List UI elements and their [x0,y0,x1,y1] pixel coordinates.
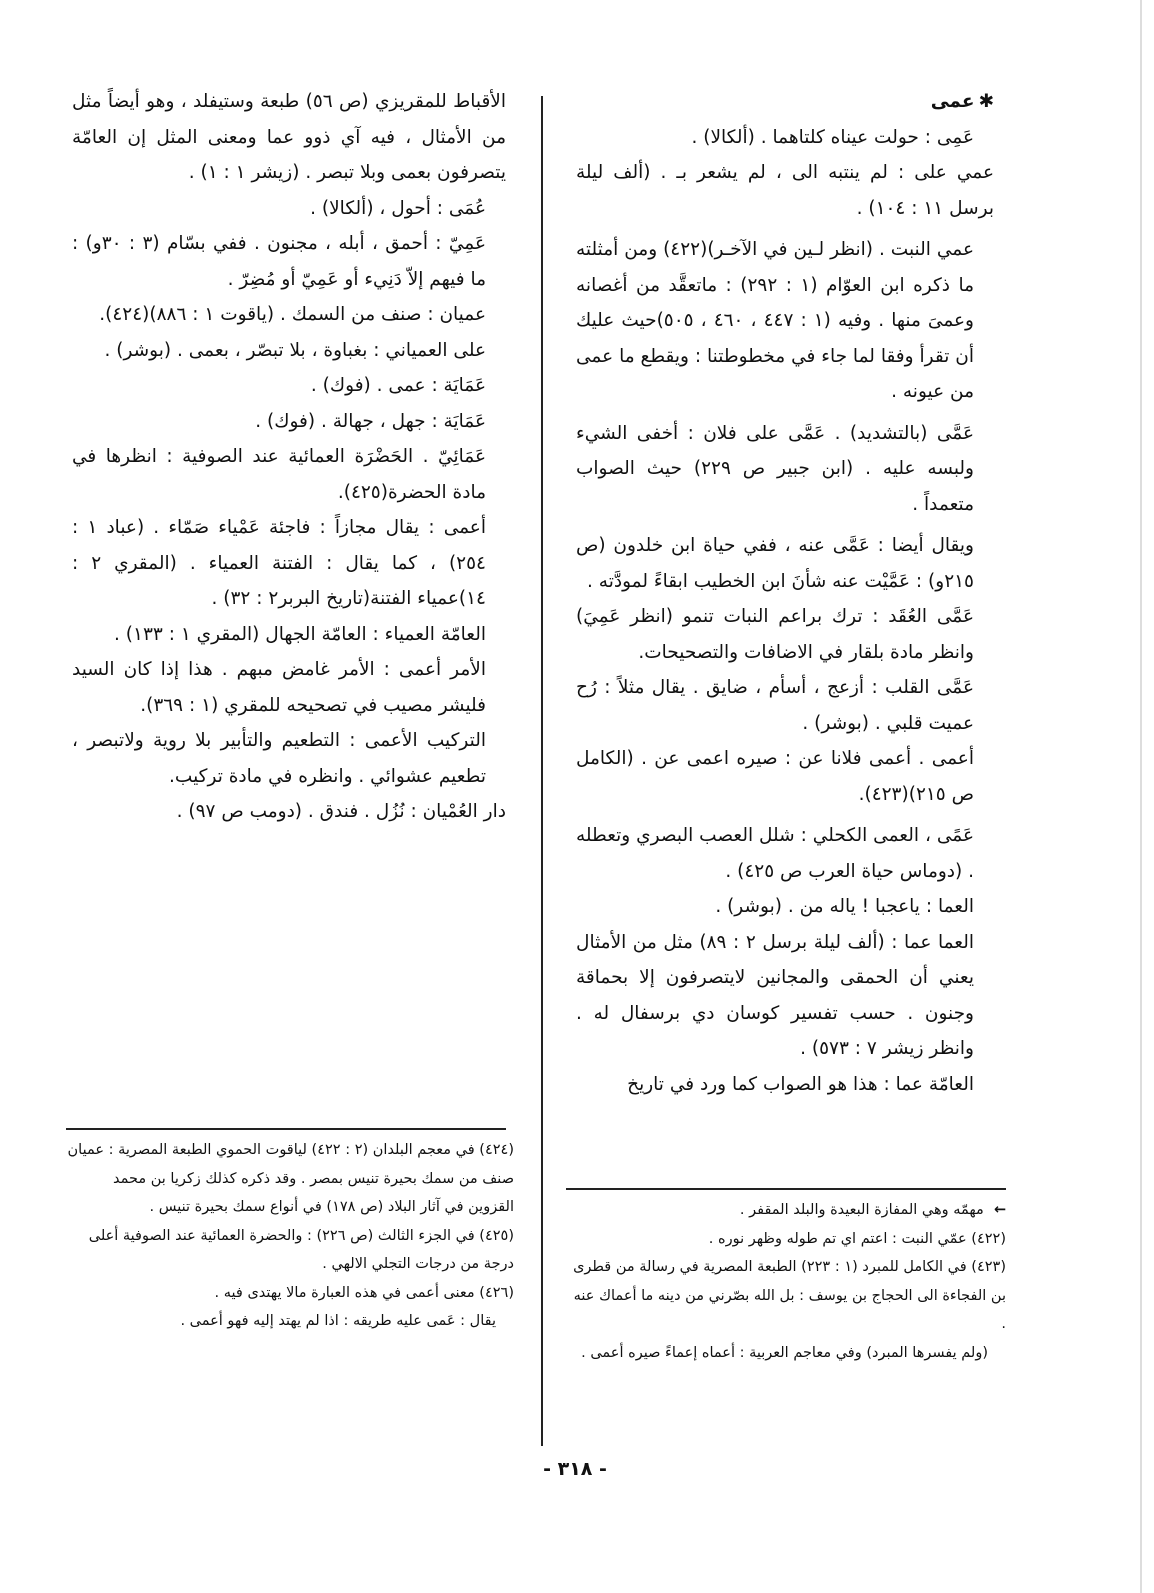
footnotes-right [566,1196,1006,1367]
entry-paragraph: عَمَايَة : عمى . (فوك) . [310,375,486,396]
entry-paragraph: عَمَّى العُقَد : ترك براعم النبات تنمو (انظر عَمِيَ) وانظر مادة بلقار في الاضافات والتصحيحات. [576,606,974,663]
entry-paragraph: العما عما : (ألف ليلة برسل ٢ : ٨٩) مثل من الأمثال يعني أن الحمقى والمجانين لايتصرفون إلا بحماقة وجنون . حسب تفسير كوسان دي برسفال له . وانظر زيشر ٧ : ٥٧٣) . [576,931,974,1059]
footnote-rule-left [66,1128,506,1130]
entry-paragraph: عَمَايَة : جهل ، جهالة . (فوك) . [255,410,486,432]
entry-paragraph: عميان : صنف من السمك . (ياقوت ١ : ٨٨٦)(٤٢٤). [99,304,486,325]
entry-paragraph: العامّة عما : هذا هو الصواب كما ورد في تاريخ [627,1073,974,1095]
page-number: - ٣١٨ - [543,1458,607,1480]
entry-paragraph: عمي على : لم ينتبه الى ، لم يشعر بـ . (ألف ليلة برسل ١١ : ١٠٤) . [576,162,994,219]
entry-paragraph: دار العُمْيان : نُزُل . فندق . (دومب ص ٩٧) . [176,801,506,822]
footnote: (٤٢٦) معنى أعمى في هذه العبارة مالا يهتدى فيه . [214,1284,514,1301]
entry-paragraph: العما : ياعجبا ! ياله من . (بوشر) . [715,896,974,917]
left-column [72,84,506,830]
footnote: (٤٢٤) في معجم البلدان (٢ : ٤٢٢) لياقوت الحموي الطبعة المصرية : عميان صنف من سمك بحيرة تنيس بمصر . وقد ذكره كذلك زكريا بن محمد القزوين في آثار البلاد (ص ١٧٨) في أنواع سمك بحيرة تنيس . [67,1142,514,1215]
footnote-continuation: ←مهمّه وهي المفازة البعيدة والبلد المقفر . [566,1196,1006,1225]
footnote: يقال : عَمى عليه طريقه : اذا لم يهتد إليه فهو أعمى . [180,1313,496,1329]
right-column [576,84,994,1102]
asterisk-icon: ✱ [978,91,994,112]
entry-paragraph: ويقال أيضا : عَمَّى عنه ، ففي حياة ابن خلدون (ص ٢١٥و) : عَمَّيْت عنه شأنَ ابن الخطيب ابقاءً لمودَّته . [576,535,974,592]
column-divider [541,96,543,1446]
footnote-rule-right [566,1188,1006,1190]
entry-paragraph: عَمِيّ : أحمق ، أبله ، مجنون . ففي بسّام (٣ : ٣٠و) : ما فيهم إلاّ دَنِيء أو عَمِيّ أو مُضِرّ . [72,233,486,290]
entry-paragraph: عُمَى : أحول ، (ألكالا) . [310,197,486,219]
footnote: (ولم يفسرها المبرد) وفي معاجم العربية : أعماه إعماءً صيره أعمى . [581,1344,988,1361]
arrow-left-icon: ← [993,1202,1006,1218]
entry-paragraph: عَمًى ، العمى الكحلي : شلل العصب البصري وتعطله . (دوماس حياة العرب ص ٤٢٥) . [576,825,974,882]
entry-paragraph: التركيب الأعمى : التطعيم والتأبير بلا روية ولاتبصر ، تطعيم عشوائي . وانظره في مادة تركيب. [72,730,486,787]
entry-paragraph: عَمَّى القلب : أزعج ، أسأم ، ضايق . يقال مثلاً : رُح عميت قلبي . (بوشر) . [576,677,974,734]
footnote: (٤٢٢) عمّي النبت : اعتم اي تم طوله وظهر نوره . [708,1230,1006,1247]
entry-paragraph: عَمَائِيّ . الحَضْرَة العمائية عند الصوفية : انظرها في مادة الحضرة(٤٢٥). [72,446,486,503]
scan-edge [1140,0,1142,1593]
entry-paragraph: أعمى : يقال مجازاً : فاجئة عَمْياء صَمّاء . (عباد ١ : ٢٥٤) ، كما يقال : الفتنة العمياء . (المقري ٢ : ١٤)عمياء الفتنة(تاريخ البربر٢ : ٣٢) . [72,517,486,609]
entry-paragraph: عَمَّى (بالتشديد) . عَمَّى على فلان : أخفى الشيء ولبسه عليه . (ابن جبير ص ٢٢٩) حيث الصواب متعمداً . [576,422,974,515]
entry-heading: ✱عمى [576,84,994,120]
entry-paragraph: الأقباط للمقريزي (ص ٥٦) طبعة وستيفلد ، وهو أيضاً مثل من الأمثال ، فيه آي ذوو عما ومعنى المثل إن العامّة يتصرفون بعمى وبلا تبصر . (زيشر ١ : ١) . [72,91,506,183]
footnotes-left [66,1136,514,1336]
entry-paragraph: على العمياني : بغباوة ، بلا تبصّر ، بعمى . (بوشر) . [104,339,486,361]
entry-paragraph: أعمى . أعمى فلانا عن : صيره اعمى عن . (الكامل ص ٢١٥)(٤٢٣). [576,748,974,805]
entry-paragraph: الأمر أعمى : الأمر غامض مبهم . هذا إذا كان السيد فليشر مصيب في تصحيحه للمقري (١ : ٣٦٩). [72,659,486,716]
footnote: (٤٢٣) في الكامل للمبرد (١ : ٢٢٣) الطبعة المصرية في رسالة من قطرى بن الفجاءة الى الحجاج بن يوسف : بل الله بصّرني من دينه ما أعماك عنه . [573,1259,1006,1332]
entry-paragraph: عمي النبت . (انظر لـين في الآخـر)(٤٢٢) ومن أمثلته ما ذكره ابن العوّام (١ : ٢٩٢) : ماتعقَّد من أغصانه وعمىَ منها . وفيه (١ : ٤٤٧ ، ٤٦٠ ، ٥٠٥)حيث عليك أن تقرأ وفقا لما جاء في مخطوطتنا : ويقطع ما عمى من عيونه . [576,239,974,402]
footnote: (٤٢٥) في الجزء الثالث (ص ٢٢٦) : والحضرة العمائية عند الصوفية أعلى درجة من درجات التجلي الالهي . [88,1227,514,1272]
entry-paragraph: عَمِى : حولت عيناه كلتاهما . (ألكالا) . [691,126,974,148]
entry-paragraph: العامّة العمياء : العامّة الجهال (المقري ١ : ١٣٣) . [114,623,486,645]
